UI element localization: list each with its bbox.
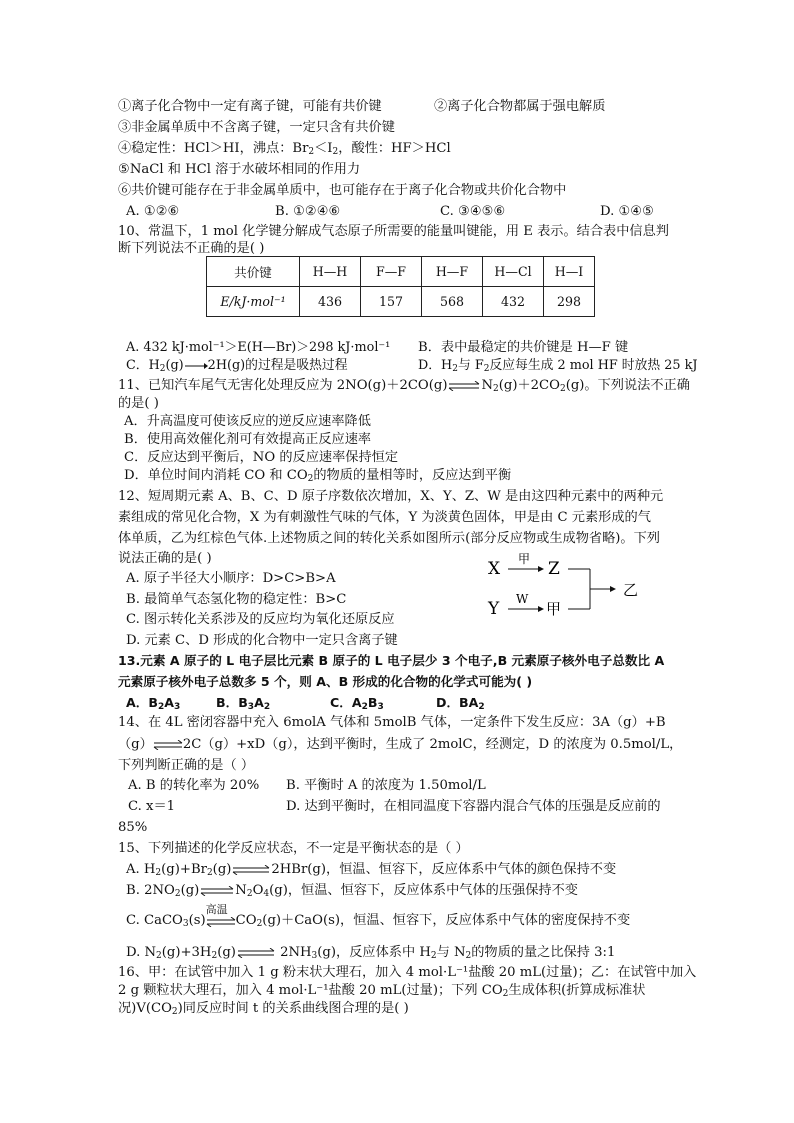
- q12-option-c: C. 图示转化关系涉及的反应均为氧化还原反应: [126, 612, 395, 627]
- q14-option-a: A. B 的转化率为 20%: [128, 778, 260, 793]
- table-header-cell: H—Cl: [483, 257, 544, 287]
- table-header-cell: H—I: [544, 257, 595, 287]
- q15-option-d: D. $N_2(g)+3H_2(g)$ $2NH_3(g)$，反应体系中 $H_2$与 $N_2$的物质的量之比保持 3:1: [126, 945, 616, 961]
- q14-option-d-cont: 85%: [118, 820, 148, 835]
- equilibrium-arrow-icon: [231, 865, 271, 875]
- equilibrium-arrow-icon: [153, 740, 183, 750]
- q11-stem-line1: 11、已知汽车尾气无害化处理反应为 2NO(g)＋2CO(g) $N_2(g)+2CO_2(g)$。下列说法不正确: [118, 378, 690, 394]
- diagram-label-z: Z: [548, 559, 560, 579]
- q16-stem-line1: 16、甲：在试管中加入 1 g 粉末状大理石，加入 4 mol·L⁻¹盐酸 20 mL(过量)；乙：在试管中加入: [118, 965, 697, 980]
- equilibrium-arrow-icon: [205, 902, 236, 928]
- q13-option-d: D．$BA_2$: [436, 695, 485, 712]
- diagram-arrowhead: [538, 566, 544, 572]
- q10-option-a: A. 432 kJ·mol⁻¹＞E(H—Br)＞298 kJ·mol⁻¹: [126, 340, 391, 355]
- diagram-label-w: W: [516, 592, 529, 606]
- q11-option-c: C．反应达到平衡后，NO 的反应速率保持恒定: [124, 450, 399, 465]
- diagram-label-x: X: [488, 559, 501, 579]
- equilibrium-arrow-icon: [199, 886, 235, 896]
- table-header-cell: F—F: [361, 257, 422, 287]
- q14-stem-line1: 14、在 4L 密闭容器中充入 6molA 气体和 5molB 气体，一定条件下发生反应：3A（g）+B: [118, 715, 666, 730]
- q12-stem-line2: 素组成的常见化合物，X 为有刺激性气味的气体，Y 为淡黄色固体，甲是由 C 元素形成的气: [118, 510, 651, 525]
- q9-option-b: B. ①②④⑥: [275, 204, 341, 219]
- q12-stem-line1: 12、短周期元素 A、B、C、D 原子序数依次增加，X、Y、Z、W 是由这四种元素中的两种元: [118, 489, 664, 504]
- q16-stem-line3: 况)$V(CO_2)$同反应时间 t 的关系曲线图合理的是( ): [118, 1001, 409, 1017]
- table-cell: 432: [483, 287, 544, 317]
- condition-label: 高温: [205, 902, 228, 916]
- equilibrium-arrow-icon: [447, 381, 481, 391]
- table-row: [207, 287, 595, 317]
- q14-stem-line2: （g） 2C（g）+xD（g），达到平衡时，生成了 2molC，经测定，D 的浓度为 0.5mol/L，: [118, 737, 683, 752]
- q12-option-b: B. 最简单气态氢化物的稳定性：B>C: [126, 592, 347, 607]
- q9-option-d: D. ①④⑤: [600, 204, 654, 219]
- table-header-cell: H—F: [422, 257, 483, 287]
- q12-stem-line4: 说法正确的是( ): [118, 551, 212, 566]
- table-header-cell: 共价键: [207, 257, 300, 287]
- q15-option-a: A. $H_2(g)+Br_2(g)$ 2HBr(g)，恒温、恒容下，反应体系中气体的颜色保持不变: [126, 862, 617, 878]
- diagram-arrowhead: [610, 586, 616, 592]
- table-row: [207, 257, 595, 287]
- q11-option-a: A．升高温度可使该反应的逆反应速率降低: [124, 414, 371, 429]
- q14-option-d: D. 达到平衡时，在相同温度下容器内混合气体的压强是反应前的: [286, 799, 661, 814]
- q13-option-a: A．$B_2A_3$: [126, 695, 181, 712]
- diagram-label-jia: 甲: [518, 552, 531, 566]
- q9-statement-2: ②离子化合物都属于强电解质: [434, 99, 606, 114]
- q13-option-b: B．$B_3A_2$: [216, 695, 271, 712]
- diagram-label-jia2: 甲: [546, 600, 562, 618]
- arrow-icon: [184, 361, 208, 371]
- q9-statement-3: ③非金属单质中不含离子键，一定只含有共价键: [118, 120, 395, 135]
- table-cell: 157: [361, 287, 422, 317]
- q10-option-d: D．$H_2$与 $F_2$反应每生成 2 mol HF 时放热 25 kJ: [418, 358, 698, 374]
- q13-stem-line2: 元素原子核外电子总数多 5 个，则 A、B 形成的化合物的化学式可能为( ): [118, 674, 533, 689]
- diagram-label-yi: 乙: [623, 581, 639, 599]
- table-cell: 436: [300, 287, 361, 317]
- q12-stem-line3: 体单质，乙为红棕色气体.上述物质之间的转化关系如图所示(部分反应物或生成物省略)。下列: [118, 531, 660, 546]
- q9-statement-4: ④稳定性：HCl＞HI，沸点：$Br_2<I_2$，酸性：HF＞HCl: [118, 141, 451, 157]
- q12-option-a: A. 原子半径大小顺序：D>C>B>A: [126, 571, 336, 586]
- table-cell: 568: [422, 287, 483, 317]
- q9-option-c: C. ③④⑤⑥: [440, 204, 506, 219]
- q10-option-c: C．$H_2(g)$ 2H(g)的过程是吸热过程: [126, 358, 348, 374]
- q10-option-b: B．表中最稳定的共价键是 H—F 键: [418, 340, 629, 355]
- q10-stem-line2: 断下列说法不正确的是( ): [118, 241, 265, 256]
- q13-option-c: C．$A_2B_3$: [330, 695, 384, 712]
- q14-option-c: C. x＝1: [128, 799, 176, 814]
- table-row-label: E/kJ·mol⁻¹: [207, 287, 300, 317]
- q9-statement-6: ⑥共价键可能存在于非金属单质中，也可能存在于离子化合物或共价化合物中: [118, 183, 567, 198]
- q15-stem: 15、下列描述的化学反应状态，不一定是平衡状态的是（ ）: [118, 841, 469, 856]
- q12-option-d: D. 元素 C、D 形成的化合物中一定只含离子键: [126, 633, 398, 648]
- equilibrium-arrow-icon: [236, 948, 276, 958]
- table-cell: 298: [544, 287, 595, 317]
- q15-option-c: C. CaCO$_3$(s) 高温 $CO_2(g)+CaO(s)$，恒温、恒容下，反应体系中气体的密度保持不变: [126, 902, 631, 929]
- q14-stem-line3: 下列判断正确的是（ ）: [118, 758, 255, 773]
- q11-stem-line2: 的是( ): [118, 396, 159, 411]
- q15-option-b: B. $2NO_2(g)$ $N_2O_4(g)$，恒温、恒容下，反应体系中气体的压强保持不变: [126, 883, 578, 899]
- bond-energy-table: [206, 256, 595, 317]
- diagram-label-y: Y: [488, 599, 500, 619]
- diagram-arrowhead: [538, 606, 544, 612]
- q13-stem-line1: 13.元素 A 原子的 L 电子层比元素 B 原子的 L 电子层少 3 个电子,B 元素原子核外电子总数比 A: [118, 653, 665, 668]
- q11-option-d: D．单位时间内消耗 CO 和 $CO_2$的物质的量相等时，反应达到平衡: [124, 468, 512, 484]
- q9-statement-1: ①离子化合物中一定有离子键，可能有共价键: [118, 99, 382, 114]
- q9-statement-5: ⑤NaCl 和 HCl 溶于水破坏相同的作用力: [118, 162, 361, 177]
- q16-stem-line2: 2 g 颗粒状大理石，加入 4 mol·L⁻¹盐酸 20 mL(过量)；下列 $CO_2$生成体积(折算成标准状: [118, 983, 646, 999]
- conversion-diagram: [478, 548, 653, 620]
- table-header-cell: H—H: [300, 257, 361, 287]
- q11-option-b: B．使用高效催化剂可有效提高正反应速率: [124, 432, 372, 447]
- q9-option-a: A. ①②⑥: [126, 204, 180, 219]
- q14-option-b: B. 平衡时 A 的浓度为 1.50mol/L: [286, 778, 486, 793]
- q10-stem-line1: 10、常温下，1 mol 化学键分解成气态原子所需要的能量叫键能，用 E 表示。结合表中信息判: [118, 224, 669, 239]
